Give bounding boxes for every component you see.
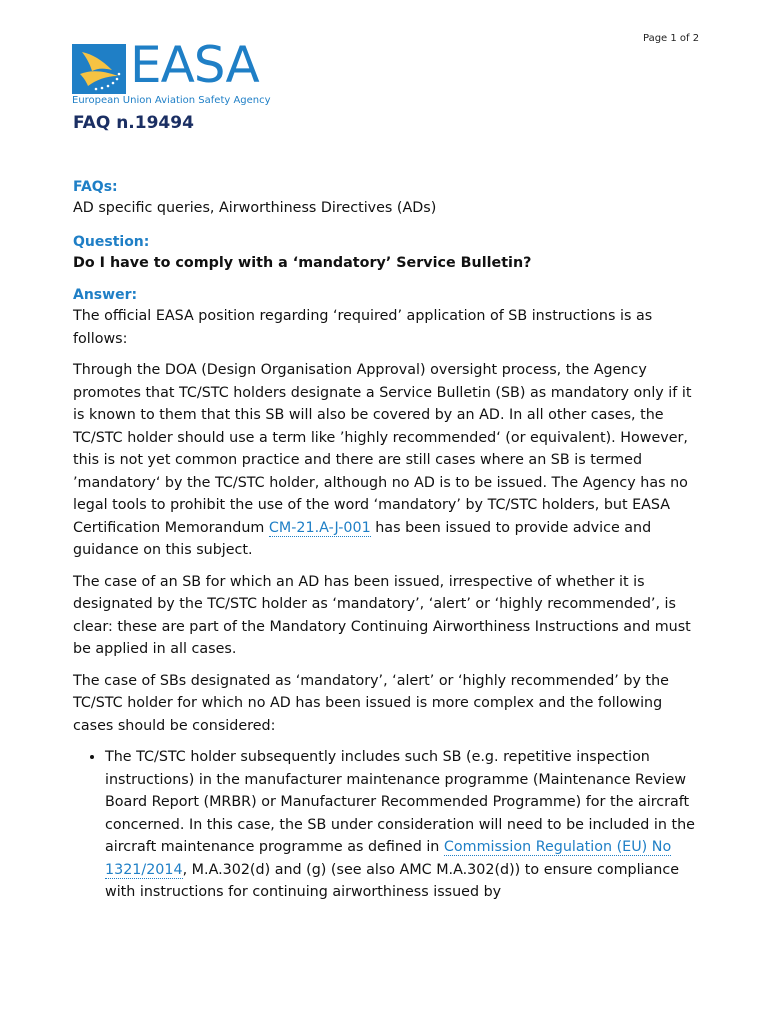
faqs-label: FAQs: [73, 179, 118, 195]
logo-wordmark: EASA [130, 36, 259, 94]
page-indicator: Page 1 of 2 [643, 33, 700, 44]
question-label: Question: [73, 233, 150, 250]
answer-intro: The official EASA position regarding ‘required’ application of SB instructions is as follows: [73, 308, 653, 347]
answer-paragraph-2: The case of an SB for which an AD has been issued, irrespective of whether it is designated by the TC/STC holder as ‘mandatory’, ‘alert’ or ‘highly recommended’, is clear: these are part of the Mandatory Continuing Airworthiness Instructions and must be applied in all cases. [73, 573, 691, 657]
answer-paragraph-1 [73, 359, 698, 562]
faq-categories: AD specific queries, Airworthiness Directives (ADs) [73, 200, 437, 216]
easa-logo [72, 36, 282, 110]
question-text: Do I have to comply with a ‘mandatory’ Service Bulletin? [73, 254, 532, 271]
faq-title: FAQ n.19494 [73, 113, 194, 133]
logo-subtitle: European Union Aviation Safety Agency [72, 95, 271, 106]
commission-regulation-link[interactable]: Commission Regulation (EU) No 1321/2014 [105, 839, 672, 878]
bullet-1-text-b: , M.A.302(d) and (g) (see also AMC M.A.302(d)) to ensure compliance with instructions for continuing airworthiness issued by [105, 861, 679, 900]
paragraph-1-text-b: has been issued to provide advice and guidance on this subject. [73, 519, 652, 558]
faq-content [73, 177, 698, 904]
cm-21-link[interactable]: CM-21.A-J-001 [268, 519, 371, 536]
list-item [105, 746, 698, 904]
answer-label: Answer: [73, 287, 138, 303]
bullet-1-text-a: The TC/STC holder subsequently includes such SB (e.g. repetitive inspection instructions) in the manufacturer maintenance programme (Maintenance Review Board Report (MRBR) or Manufacturer Recommended Programme) for the aircraft concerned. In this case, the SB under consideration will need to be included in the aircraft maintenance programme as defined in [105, 749, 695, 855]
paragraph-1-text-a: Through the DOA (Design Organisation Approval) oversight process, the Agency promotes that TC/STC holders designate a Service Bulletin (SB) as mandatory only if it is known to them that this SB will also be covered by an AD. In all other cases, the TC/STC holder should use a term like ’highly recommended‘ (or equivalent). However, this is not yet common practice and there are still cases where an SB is termed ’mandatory‘ by the TC/STC holder, although no AD is to be issued. The Agency has no legal tools to prohibit the use of the word ‘mandatory’ by TC/STC holders, but EASA Certification Memorandum [73, 362, 692, 536]
easa-logo-mark-icon [72, 44, 126, 94]
answer-paragraph-3: The case of SBs designated as ‘mandatory’, ‘alert’ or ‘highly recommended’ by the TC/STC holder for which no AD has been issued is more complex and the following cases should be considered: [73, 672, 669, 734]
cases-list [73, 746, 698, 904]
